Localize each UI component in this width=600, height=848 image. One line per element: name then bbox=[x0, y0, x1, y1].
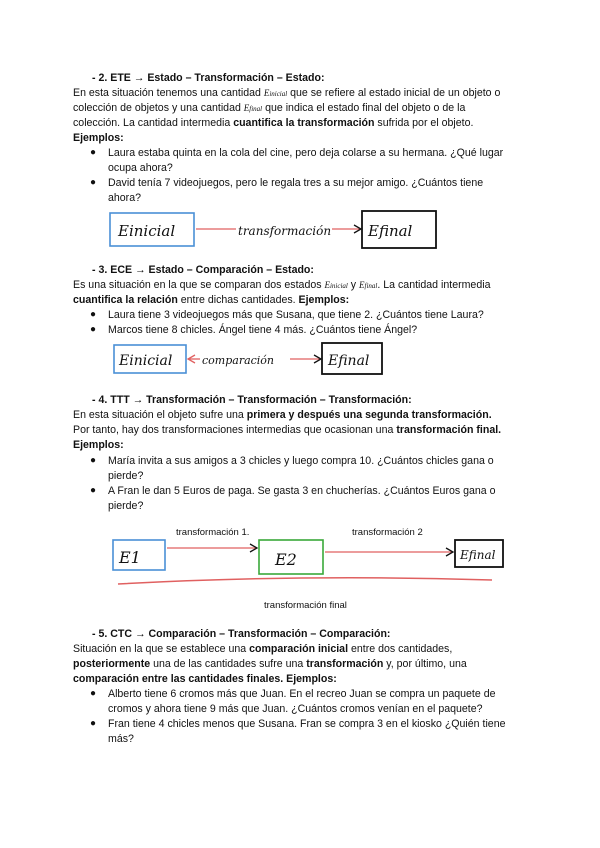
e1-label: E1 bbox=[119, 548, 141, 567]
ttt-example-2-cont: pierde? bbox=[108, 500, 144, 512]
efinal-label: Efinal bbox=[460, 548, 496, 562]
text-run: Por tanto, hay dos transformaciones intermedias que ocasionan una bbox=[73, 424, 397, 436]
ttt-examples-label: Ejemplos: bbox=[73, 439, 124, 451]
text-run: E bbox=[324, 280, 330, 290]
ctc-example-2: Fran tiene 4 chicles menos que Susana. Fran se compra 3 en el kiosko ¿Quién tiene bbox=[108, 718, 506, 730]
text-run: comparación inicial bbox=[249, 643, 349, 655]
transformation-1-label: transformación 1. bbox=[176, 527, 250, 538]
bullet: ● bbox=[90, 485, 97, 496]
ete-example-1-cont: ocupa ahora? bbox=[108, 162, 173, 174]
text-run: En esta situación el objeto sufre una bbox=[73, 409, 247, 421]
ete-examples-label: Ejemplos: bbox=[73, 132, 124, 144]
text-run: cuantifica la relación bbox=[73, 294, 178, 306]
ctc-example-2-cont: más? bbox=[108, 733, 134, 745]
transformation-2-label: transformación 2 bbox=[352, 527, 423, 538]
text-run: E bbox=[359, 280, 365, 290]
text-run: Es una situación en la que se comparan dos estados bbox=[73, 279, 325, 291]
text-run: En esta situación tenemos una cantidad bbox=[73, 87, 264, 99]
ttt-paragraph-line-1 bbox=[73, 408, 492, 423]
text-run: colección de objetos y una cantidad bbox=[73, 102, 244, 114]
text-run: una de las cantidades sufre una bbox=[150, 658, 307, 670]
ctc-paragraph-line-3: comparación entre las cantidades finales. Ejemplos: bbox=[73, 673, 337, 685]
section-heading-ttt: - 4. TTT → Transformación – Transformación – Transformación: bbox=[92, 394, 412, 406]
text-run: entre dichas cantidades. bbox=[177, 294, 299, 306]
text-run: sufrida por el objeto. bbox=[374, 117, 474, 129]
ete-example-1: Laura estaba quinta en la cola del cine, pero deja colarse a su hermana. ¿Qué lugar bbox=[108, 147, 504, 159]
text-run: cuantifica la transformación bbox=[233, 117, 375, 129]
ete-paragraph-line-3 bbox=[73, 116, 473, 131]
text-run: colección. La cantidad intermedia bbox=[73, 117, 234, 129]
bullet: ● bbox=[90, 718, 97, 729]
text-run: inicial bbox=[329, 282, 348, 290]
ttt-example-1-cont: pierde? bbox=[108, 470, 144, 482]
section-heading-ece: - 3. ECE → Estado – Comparación – Estado: bbox=[92, 264, 314, 276]
text-run: transformación final. bbox=[396, 424, 502, 436]
ttt-paragraph-line-2 bbox=[73, 423, 501, 438]
text-run: E bbox=[263, 88, 270, 98]
ete-example-2-cont: ahora? bbox=[108, 192, 141, 204]
text-run: que indica el estado final del objeto o de la bbox=[262, 102, 466, 114]
bullet: ● bbox=[90, 324, 97, 335]
text-run: E bbox=[243, 103, 250, 113]
ete-diagram bbox=[0, 205, 600, 250]
ete-example-2: David tenía 7 videojuegos, pero le regala tres a su mejor amigo. ¿Cuántos tiene bbox=[108, 177, 484, 189]
ttt-example-2: A Fran le dan 5 Euros de paga. Se gasta 3 en chucherías. ¿Cuántos Euros gana o bbox=[108, 485, 496, 497]
text-run: inicial bbox=[269, 90, 288, 98]
ece-diagram bbox=[0, 338, 600, 378]
bullet: ● bbox=[90, 177, 97, 188]
text-run: posteriormente bbox=[73, 658, 151, 670]
bullet: ● bbox=[90, 688, 97, 699]
text-run: final bbox=[249, 105, 263, 113]
ctc-example-1-cont: cromos y ahora tiene 9 más que Juan. ¿Cuántos cromos venían en el paquete? bbox=[108, 703, 483, 715]
einicial-label: Einicial bbox=[118, 222, 176, 240]
ece-example-1: Laura tiene 3 videojuegos más que Susana, que tiene 2. ¿Cuántos tiene Laura? bbox=[108, 309, 484, 321]
text-run: entre dos cantidades, bbox=[348, 643, 453, 655]
text-run: . La cantidad intermedia bbox=[377, 279, 491, 291]
comparison-label: comparación bbox=[202, 354, 275, 367]
ttt-diagram bbox=[0, 520, 600, 615]
final-transformation-label: transformación final bbox=[264, 600, 347, 611]
section-heading-ete: - 2. ETE → Estado – Transformación – Estado: bbox=[92, 72, 325, 84]
ete-paragraph-line-1 bbox=[73, 86, 500, 102]
bullet: ● bbox=[90, 147, 97, 158]
text-run: Situación en la que se establece una bbox=[73, 643, 250, 655]
ctc-paragraph-line-2 bbox=[73, 657, 467, 672]
ctc-example-1: Alberto tiene 6 cromos más que Juan. En el recreo Juan se compra un paquete de bbox=[108, 688, 496, 700]
ece-paragraph-line-1 bbox=[73, 278, 490, 294]
section-heading-ctc: - 5. CTC → Comparación – Transformación – Comparación: bbox=[92, 628, 391, 640]
transformation-label: transformación bbox=[238, 224, 332, 238]
ttt-example-1: María invita a sus amigos a 3 chicles y luego compra 10. ¿Cuántos chicles gana o bbox=[108, 455, 494, 467]
ece-paragraph-line-2 bbox=[73, 293, 349, 308]
e2-label: E2 bbox=[275, 550, 297, 569]
text-run: final bbox=[364, 282, 378, 290]
text-run: que se refiere al estado inicial de un objeto o bbox=[287, 87, 501, 99]
text-run: Ejemplos: bbox=[298, 294, 350, 306]
text-run: transformación bbox=[306, 658, 384, 670]
ece-example-2: Marcos tiene 8 chicles. Ángel tiene 4 más. ¿Cuántos tiene Ángel? bbox=[108, 324, 418, 336]
efinal-label: Efinal bbox=[328, 353, 370, 369]
bullet: ● bbox=[90, 309, 97, 320]
text-run: y bbox=[347, 279, 360, 291]
bullet: ● bbox=[90, 455, 97, 466]
text-run: y, por último, una bbox=[383, 658, 467, 670]
ctc-paragraph-line-1 bbox=[73, 642, 452, 657]
einicial-label: Einicial bbox=[119, 353, 173, 369]
efinal-label: Efinal bbox=[368, 222, 413, 240]
text-run: primera y después una segunda transformación. bbox=[246, 409, 492, 421]
final-transformation-arrow bbox=[118, 578, 492, 584]
ete-paragraph-line-2 bbox=[73, 101, 465, 117]
